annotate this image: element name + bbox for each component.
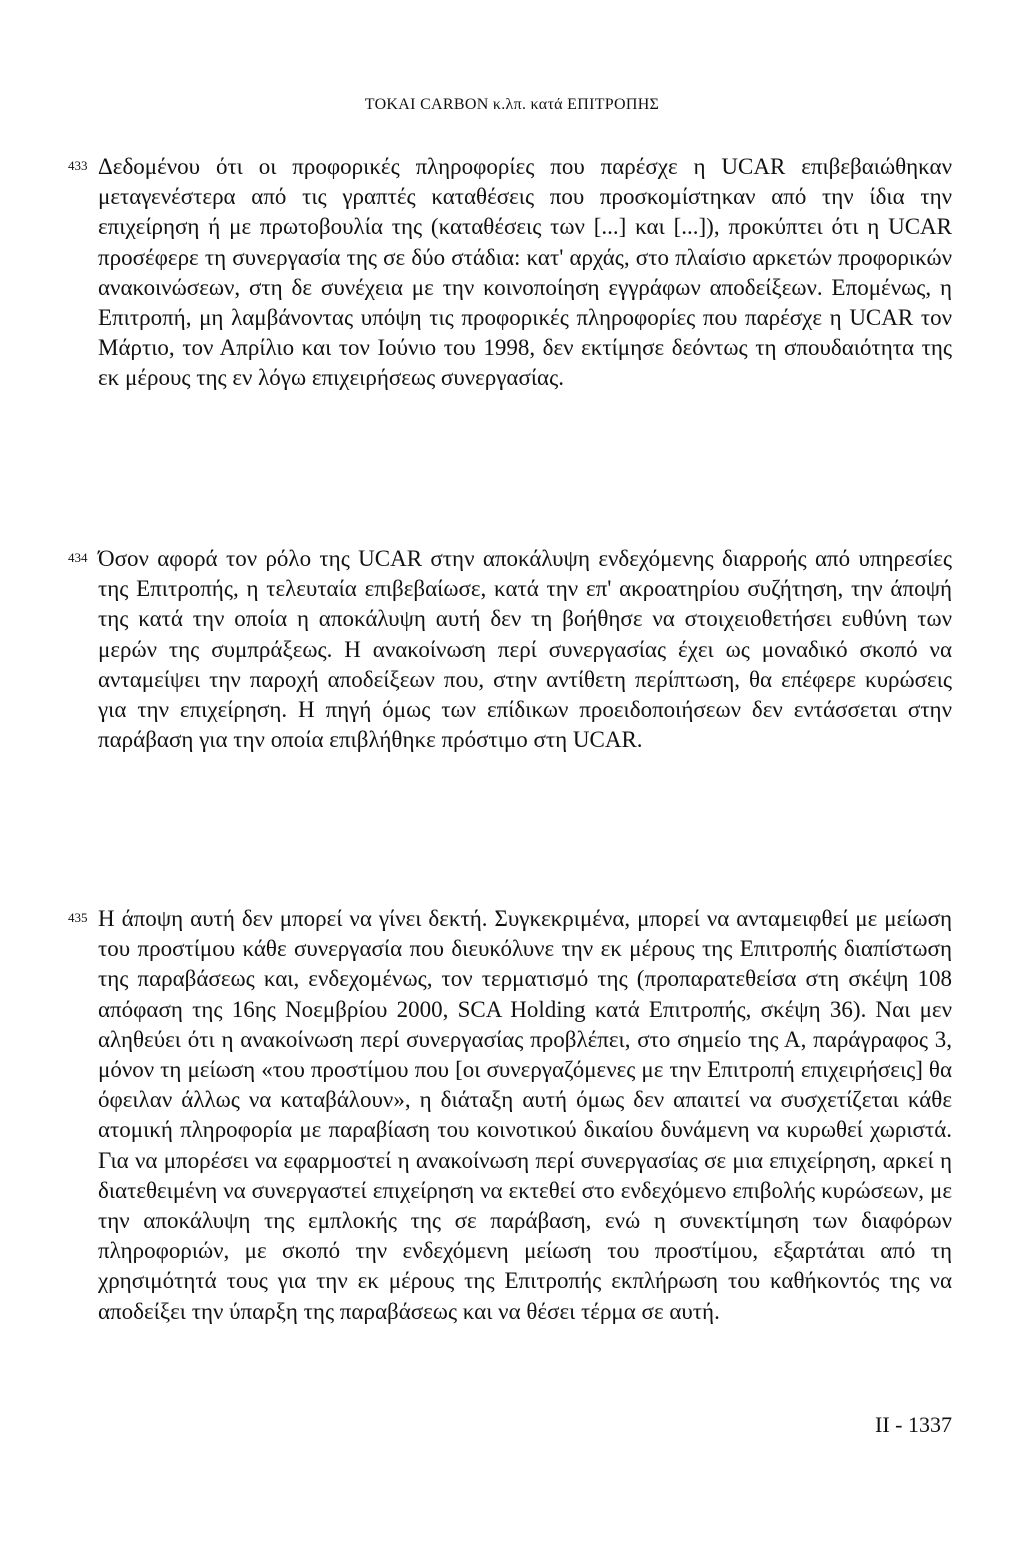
paragraph-number: 434 <box>68 550 88 565</box>
page-number: II - 1337 <box>875 1412 952 1437</box>
running-header: TOKAI CARBON κ.λπ. κατά ΕΠΙΤΡΟΠΗΣ <box>364 96 660 113</box>
paragraph-text: Η άποψη αυτή δεν μπορεί να γίνει δεκτή. Συγκεκριμένα, μπορεί να ανταμειφθεί με μείωση του προστίμου κάθε συνεργασία που διευκόλυνε την εκ μέρους της Επιτροπής διαπίστωση της παραβάσεως και, ενδεχομένως, τον τερματισμό της (προπαρατεθείσα στη σκέψη 108 απόφαση της 16ης Νοεμβρίου 2000, SCA Holding κατά Επιτροπής, σκέψη 36). Ναι μεν αληθεύει ότι η ανακοίνωση περί συνεργασίας προβλέπει, στο σημείο της Α, παράγραφος 3, μόνον τη μείωση «του προστίμου που [οι συνεργαζόμενες με την Επιτροπή επιχειρήσεις] θα όφειλαν άλλως να καταβάλουν», η διάταξη αυτή όμως δεν απαιτεί να συσχετίζεται κάθε ατομική πληροφορία με παραβίαση του κοινοτικού δικαίου δυνάμενη να κυρωθεί χωριστά. Για να μπορέσει να εφαρμοστεί η ανακοίνωση περί συνεργασίας σε μια επιχείρηση, αρκεί η διατεθειμένη να συνεργαστεί επιχείρηση να εκτεθεί στο ενδεχόμενο επιβολής κυρώσεων, με την αποκάλυψη της εμπλοκής της σε παράβαση, ενώ η συνεκτίμηση των διαφόρων πληροφοριών, με σκοπό την ενδεχόμενη μείωση του προστίμου, εξαρτάται από τη χρησιμότητά τους για την εκ μέρους της Επιτροπής εκπλήρωση του καθήκοντός της να αποδείξει την ύπαρξη της παραβάσεως και να θέσει τέρμα σε αυτή. <box>98 906 952 1324</box>
paragraph-text: Όσον αφορά τον ρόλο της UCAR στην αποκάλυψη ενδεχόμενης διαρροής από υπηρεσίες της Επιτροπής, η τελευταία επιβεβαίωσε, κατά την επ' ακροατηρίου συζήτηση, την άποψή της κατά την οποία η αποκάλυψη αυτή δεν τη βοήθησε να στοιχειοθετήσει ευθύνη των μερών της συμπράξεως. Η ανακοίνωση περί συνεργασίας έχει ως μοναδικό σκοπό να ανταμείψει την παροχή αποδείξεων που, στην αντίθετη περίπτωση, θα επέφερε κυρώσεις για την επιχείρηση. Η πηγή όμως των επίδικων προειδοποιήσεων δεν εντάσσεται στην παράβαση για την οποία επιβλήθηκε πρόστιμο στη UCAR. <box>98 546 952 753</box>
paragraph-number: 435 <box>68 910 88 925</box>
paragraph-number: 433 <box>68 158 88 173</box>
paragraph-text: Δεδομένου ότι οι προφορικές πληροφορίες που παρέσχε η UCAR επιβεβαιώθηκαν μεταγενέστερα από τις γραπτές καταθέσεις που προσκομίστηκαν από την ίδια την επιχείρηση ή με πρωτοβουλία της (καταθέσεις των [...] και [...]), προκύπτει ότι η UCAR προσέφερε τη συνεργασία της σε δύο στάδια: κατ' αρχάς, στο πλαίσιο αρκετών προφορικών ανακοινώσεων, στη δε συνέχεια με την κοινοποίηση εγγράφων αποδείξεων. Επομένως, η Επιτροπή, μη λαμβάνοντας υπόψη τις προφορικές πληροφορίες που παρέσχε η UCAR τον Μάρτιο, τον Απρίλιο και τον Ιούνιο του 1998, δεν εκτίμησε δεόντως τη σπουδαιότητα της εκ μέρους της εν λόγω επιχειρήσεως συνεργασίας. <box>98 154 952 391</box>
